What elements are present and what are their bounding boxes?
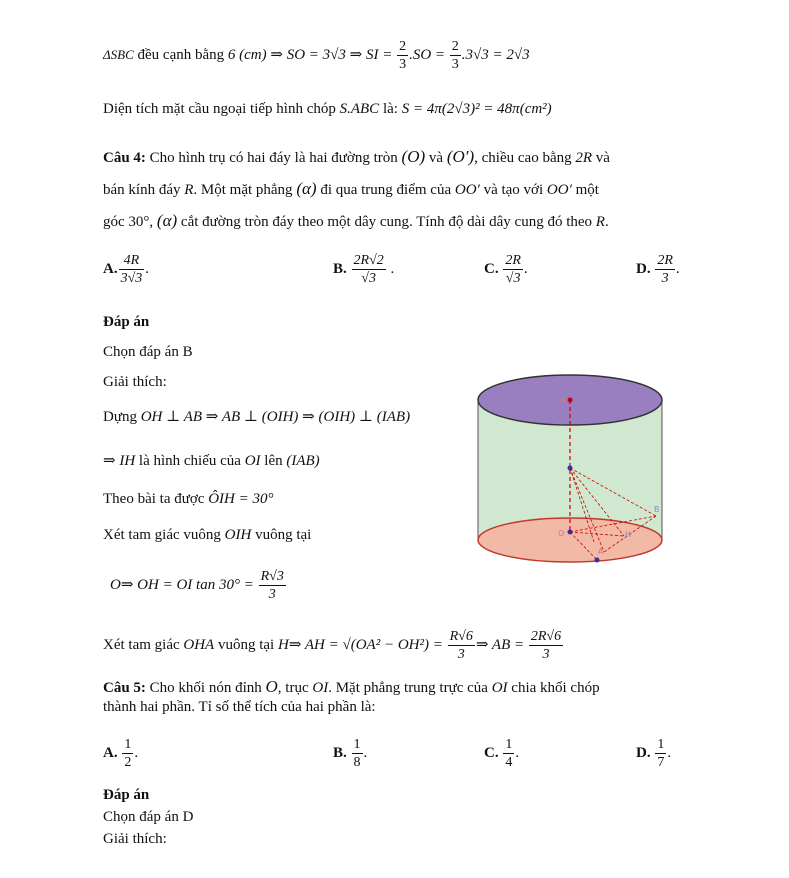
question-4-line-2: bán kính đáy R. Một mặt phẳng (α) đi qua trung điểm của OO′ và tạo với OO′ một: [103, 179, 599, 198]
answer-2-explain: Giải thích:: [103, 831, 167, 847]
q5-option-c: C. $\frac{1}{4}$ .: [484, 737, 520, 770]
svg-text:H: H: [625, 530, 632, 539]
cylinder-bottom-base: [478, 518, 662, 562]
point-i: [568, 466, 573, 471]
answer-2-choice: Chọn đáp án D: [103, 809, 194, 825]
svg-text:A: A: [598, 547, 604, 556]
question-5-line-2: thành hai phần. Tỉ số thể tích của hai phần là:: [103, 699, 376, 715]
answer-1-title: Đáp án: [103, 314, 150, 330]
answer-1-choice: Chọn đáp án B: [103, 344, 193, 360]
point-bottom: [595, 558, 600, 563]
cylinder-figure: [474, 370, 666, 570]
svg-text:O: O: [558, 529, 565, 538]
q4-option-a: A. $\frac{4R}{3√3}$ .: [103, 253, 150, 286]
q4-option-d: D. $\frac{2R}{3}$ .: [636, 253, 680, 286]
point-o: [568, 530, 573, 535]
answer-1-explain: Giải thích:: [103, 374, 167, 390]
answer-2-title: Đáp án: [103, 787, 150, 803]
solution-step-3: Theo bài ta được ÔIH = 30°: [103, 491, 274, 507]
line-triangle-sbc: ΔSBC đều cạnh bằng 6 (cm) ⇒ SO = 3√3 ⇒ SI = $\frac{2}{3}$ .SO = $\frac{2}{3}$ .3√3 = 2√3: [103, 39, 530, 72]
solution-step-6: Xét tam giác OHA vuông tại H⇒ AH = √(OA² − OH²) = $\frac{R√6}{3}$ ⇒ AB = $\frac{2R√6}{3}$: [103, 629, 562, 662]
svg-text:O': O': [560, 396, 569, 405]
q5-option-a: A. $\frac{1}{2}$ .: [103, 737, 139, 770]
question-5-line-1: Câu 5: Cho khối nón đỉnh O, trục OI. Mặt phẳng trung trực của OI chia khối chóp: [103, 677, 600, 696]
question-5-label: Câu 5:: [103, 680, 146, 696]
q4-option-b: B. $\frac{2R√2}{√3}$ .: [333, 253, 395, 286]
q4-option-c: C. $\frac{2R}{√3}$ .: [484, 253, 528, 286]
svg-text:B: B: [654, 505, 660, 514]
solution-step-2: ⇒ IH là hình chiếu của OI lên (IAB): [103, 453, 320, 469]
solution-step-4: Xét tam giác vuông OIH vuông tại: [103, 527, 312, 543]
solution-step-5: O⇒ OH = OI tan 30° = $\frac{R√3}{3}$: [110, 569, 284, 602]
solution-step-1: Dựng OH ⊥ AB ⇒ AB ⊥ (OIH) ⇒ (OIH) ⊥ (IAB): [103, 409, 411, 425]
question-4-line-3: góc 30°, (α) cắt đường tròn đáy theo một dây cung. Tính độ dài dây cung đó theo R.: [103, 211, 609, 230]
line-sphere-area: Diện tích mặt cầu ngoại tiếp hình chóp S.ABC là: S = 4π(2√3)² = 48π(cm²): [103, 101, 552, 117]
question-4-label: Câu 4:: [103, 150, 146, 166]
question-4-line-1: Câu 4: Cho hình trụ có hai đáy là hai đường tròn (O) và (O′), chiều cao bằng 2R và: [103, 147, 610, 166]
q5-option-d: D. $\frac{1}{7}$ .: [636, 737, 672, 770]
q5-option-b: B. $\frac{1}{8}$ .: [333, 737, 368, 770]
